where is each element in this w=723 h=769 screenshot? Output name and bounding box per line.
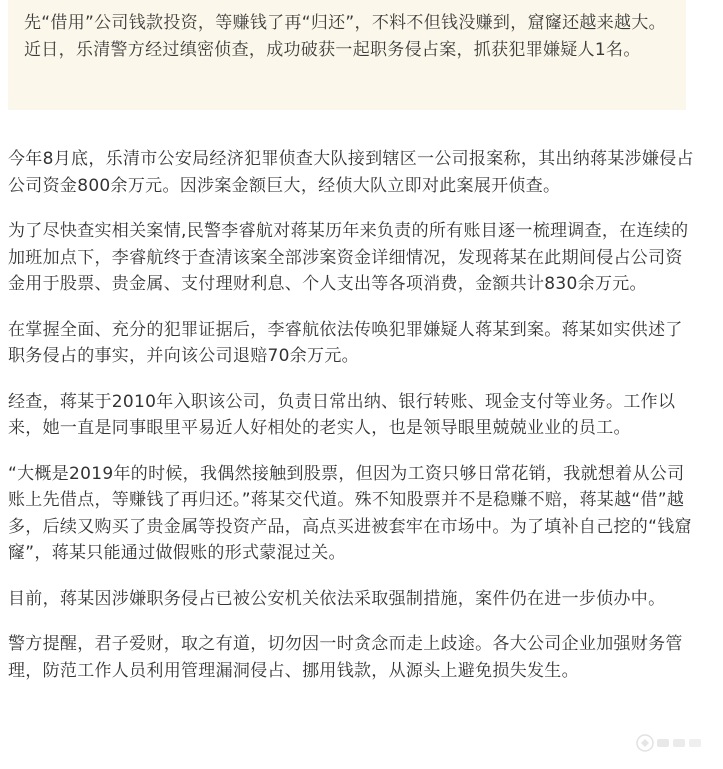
paragraph-7: 警方提醒，君子爱财，取之有道，切勿因一时贪念而走上歧途。各大公司企业加强财务管理，防范工作人员利用管理漏洞侵占、挪用钱款，从源头上避免损失发生。 [8, 634, 683, 681]
paragraph-1: 今年8月底，乐清市公安局经济犯罪侦查大队接到辖区一公司报案称，其出纳蒋某涉嫌侵占公司资金800余万元。因涉案金额巨大，经侦大队立即对此案展开侦查。 [8, 149, 694, 196]
paragraph-5: “大概是2019年的时候，我偶然接触到股票，但因为工资只够日常花销，我就想着从公司账上先借点，等赚钱了再归还。”蒋某交代道。殊不知股票并不是稳赚不赔，蒋某越“借”越多，后续又购买了贵金属等投资产品，高点买进被套牢在市场中。为了填补自己挖的“钱窟窿”，蒋某只能通过做假账的形式蒙混过关。 [8, 463, 692, 563]
paragraph-6: 目前，蒋某因涉嫌职务侵占已被公安机关依法采取强制措施，案件仍在进一步侦办中。 [8, 588, 666, 609]
paragraph-3: 在掌握全面、充分的犯罪证据后，李睿航依法传唤犯罪嫌疑人蒋某到案。蒋某如实供述了职务侵占的事实，并向该公司退赔70余万元。 [8, 319, 683, 366]
article-body [8, 140, 698, 684]
paragraph-2: 为了尽快查实相关案情,民警李睿航对蒋某历年来负责的所有账目逐一梳理调查，在连续的加班加点下，李睿航终于查清该案全部涉案资金详细情况，发现蒋某在此期间侵占公司资金用于股票、贵金属、支付理财利息、个人支出等各项消费，金额共计830余万元。 [8, 221, 689, 294]
watermark-logo-icon [635, 731, 707, 755]
paragraph-4: 经查，蒋某于2010年入职该公司，负责日常出纳、银行转账、现金支付等业务。工作以来，她一直是同事眼里平易近人好相处的老实人，也是领导眼里兢兢业业的员工。 [8, 391, 676, 438]
summary-box [8, 0, 686, 110]
summary-text: 先“借用”公司钱款投资，等赚钱了再“归还”，不料不但钱没赚到，窟窿还越来越大。近日，乐清警方经过缜密侦查，成功破获一起职务侵占案，抓获犯罪嫌疑人1名。 [24, 13, 666, 60]
